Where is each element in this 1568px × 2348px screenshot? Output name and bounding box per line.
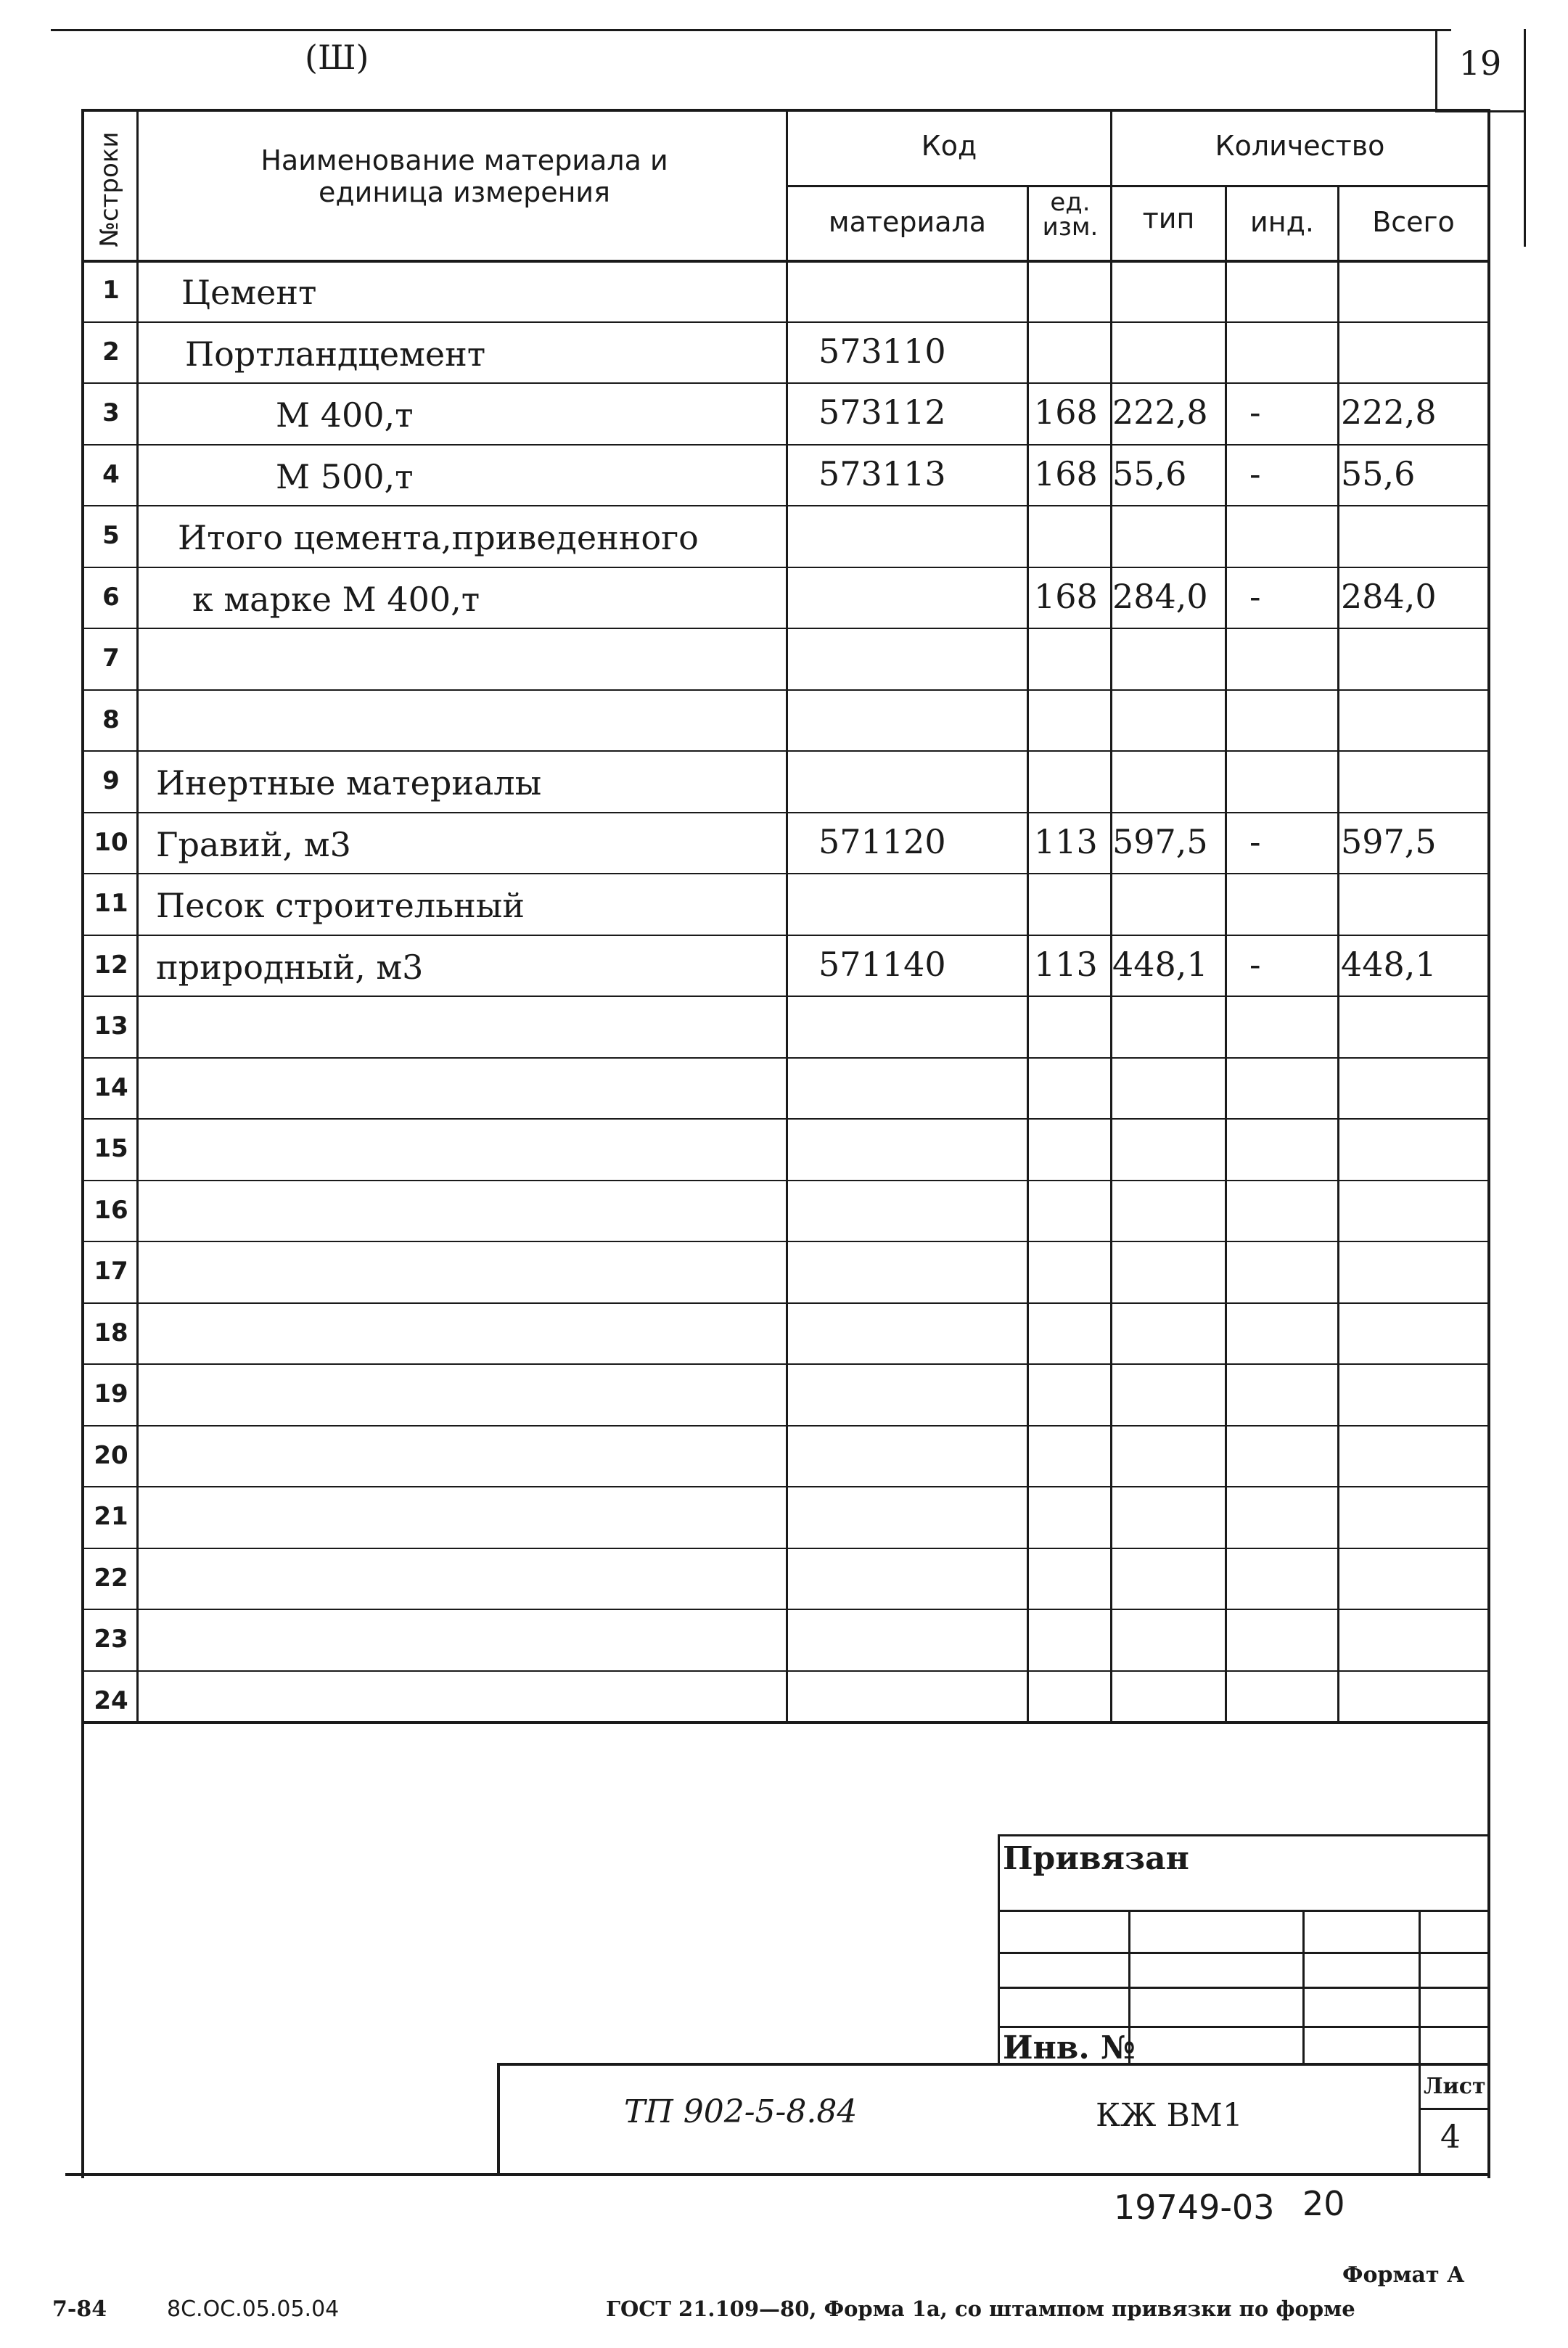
cell-ind: - — [1249, 944, 1261, 984]
header-qty-ind: инд. — [1250, 206, 1314, 238]
cell-total: 55,6 — [1341, 453, 1416, 493]
row-number: 5 — [102, 521, 120, 550]
cell-unit: 168 — [1034, 393, 1098, 432]
cell-code: 573113 — [818, 453, 946, 493]
format-label: Формат А — [1342, 2262, 1465, 2288]
row-number: 9 — [102, 766, 120, 795]
cell-unit: 168 — [1034, 576, 1098, 616]
row-number: 6 — [102, 582, 120, 612]
cell-name: природный, м3 — [156, 947, 424, 987]
row-number: 8 — [102, 705, 120, 734]
cell-code: 573112 — [818, 393, 946, 432]
cell-type: 597,5 — [1112, 821, 1208, 861]
row-number: 13 — [94, 1011, 128, 1040]
gost-note: ГОСТ 21.109—80, Форма 1а, со штампом привязки по форме — [606, 2296, 1355, 2321]
series-code: 8С.ОС.05.05.04 — [167, 2296, 340, 2322]
row-number: 4 — [102, 459, 120, 489]
page-number: 20 — [1302, 2184, 1345, 2223]
row-number: 14 — [94, 1072, 128, 1102]
row-number: 12 — [94, 950, 128, 980]
archive-number: 19749-03 — [1114, 2188, 1275, 2227]
row-number: 11 — [94, 889, 128, 918]
cell-ind: - — [1249, 821, 1261, 861]
row-number: 2 — [102, 337, 120, 366]
number-box-left — [1435, 29, 1437, 110]
cell-ind: - — [1249, 576, 1261, 616]
cell-ind: - — [1249, 393, 1261, 432]
cell-total: 284,0 — [1341, 576, 1437, 616]
left-code: 7-84 — [52, 2296, 107, 2322]
cell-type: 55,6 — [1112, 453, 1187, 493]
header-code-material: материала — [828, 206, 987, 238]
stamp-bound-label: Привязан — [1003, 1840, 1189, 1877]
header-unit: ед. изм. — [1042, 188, 1099, 242]
cell-code: 571120 — [818, 821, 946, 861]
cell-code: 573110 — [818, 331, 946, 371]
doc-mark: КЖ ВМ1 — [1096, 2097, 1243, 2134]
header-qty-type: тип — [1142, 202, 1195, 234]
doc-code: ТП 902-5-8.84 — [624, 2093, 858, 2130]
row-number: 3 — [102, 398, 120, 427]
cell-total: 597,5 — [1341, 821, 1437, 861]
row-number: 15 — [94, 1134, 128, 1163]
cell-type: 222,8 — [1112, 393, 1208, 432]
row-number: 22 — [94, 1563, 128, 1593]
cell-name: Портландцемент — [185, 334, 486, 374]
cell-name: Итого цемента,приведенного — [178, 518, 699, 557]
cell-unit: 113 — [1034, 944, 1098, 984]
header-code-group: Код — [921, 130, 977, 162]
cell-type: 284,0 — [1112, 576, 1208, 616]
row-number: 10 — [94, 827, 128, 857]
cell-total: 222,8 — [1341, 393, 1437, 432]
sheet-label: Лист — [1424, 2074, 1486, 2099]
cell-ind: - — [1249, 453, 1261, 493]
row-number: 21 — [94, 1502, 128, 1531]
row-number: 17 — [94, 1257, 128, 1286]
top-left-mark: (Ш) — [305, 38, 369, 77]
header-row-no: №строки — [95, 131, 124, 247]
header-name: Наименование материала и единица измерения — [260, 144, 668, 208]
row-number: 1 — [102, 276, 120, 305]
cell-name: М 500,т — [276, 456, 414, 496]
cell-code: 571140 — [818, 944, 946, 984]
cell-name: Инертные материалы — [156, 763, 542, 802]
row-number: 23 — [94, 1625, 128, 1654]
cell-name: М 400,т — [276, 395, 414, 435]
cell-name: Песок строительный — [156, 886, 525, 925]
cell-name: Цемент — [181, 273, 317, 312]
row-number: 24 — [94, 1686, 128, 1715]
stamp-inv-label: Инв. № — [1003, 2029, 1136, 2066]
cell-type: 448,1 — [1112, 944, 1208, 984]
cell-name: к марке М 400,т — [192, 579, 480, 619]
header-qty-total: Всего — [1372, 206, 1455, 238]
row-number: 19 — [94, 1379, 128, 1408]
cell-total: 448,1 — [1341, 944, 1437, 984]
top-rule — [51, 29, 1451, 31]
cell-name: Гравий, м3 — [156, 824, 351, 864]
row-number: 20 — [94, 1440, 128, 1470]
header-qty-group: Количество — [1215, 130, 1385, 162]
row-number: 16 — [94, 1195, 128, 1225]
row-number: 18 — [94, 1318, 128, 1347]
cell-unit: 168 — [1034, 453, 1098, 493]
sheet-number: 4 — [1440, 2119, 1461, 2156]
cell-unit: 113 — [1034, 821, 1098, 861]
top-right-number: 19 — [1458, 44, 1502, 83]
number-box-right — [1524, 29, 1526, 247]
row-number: 7 — [102, 644, 120, 673]
